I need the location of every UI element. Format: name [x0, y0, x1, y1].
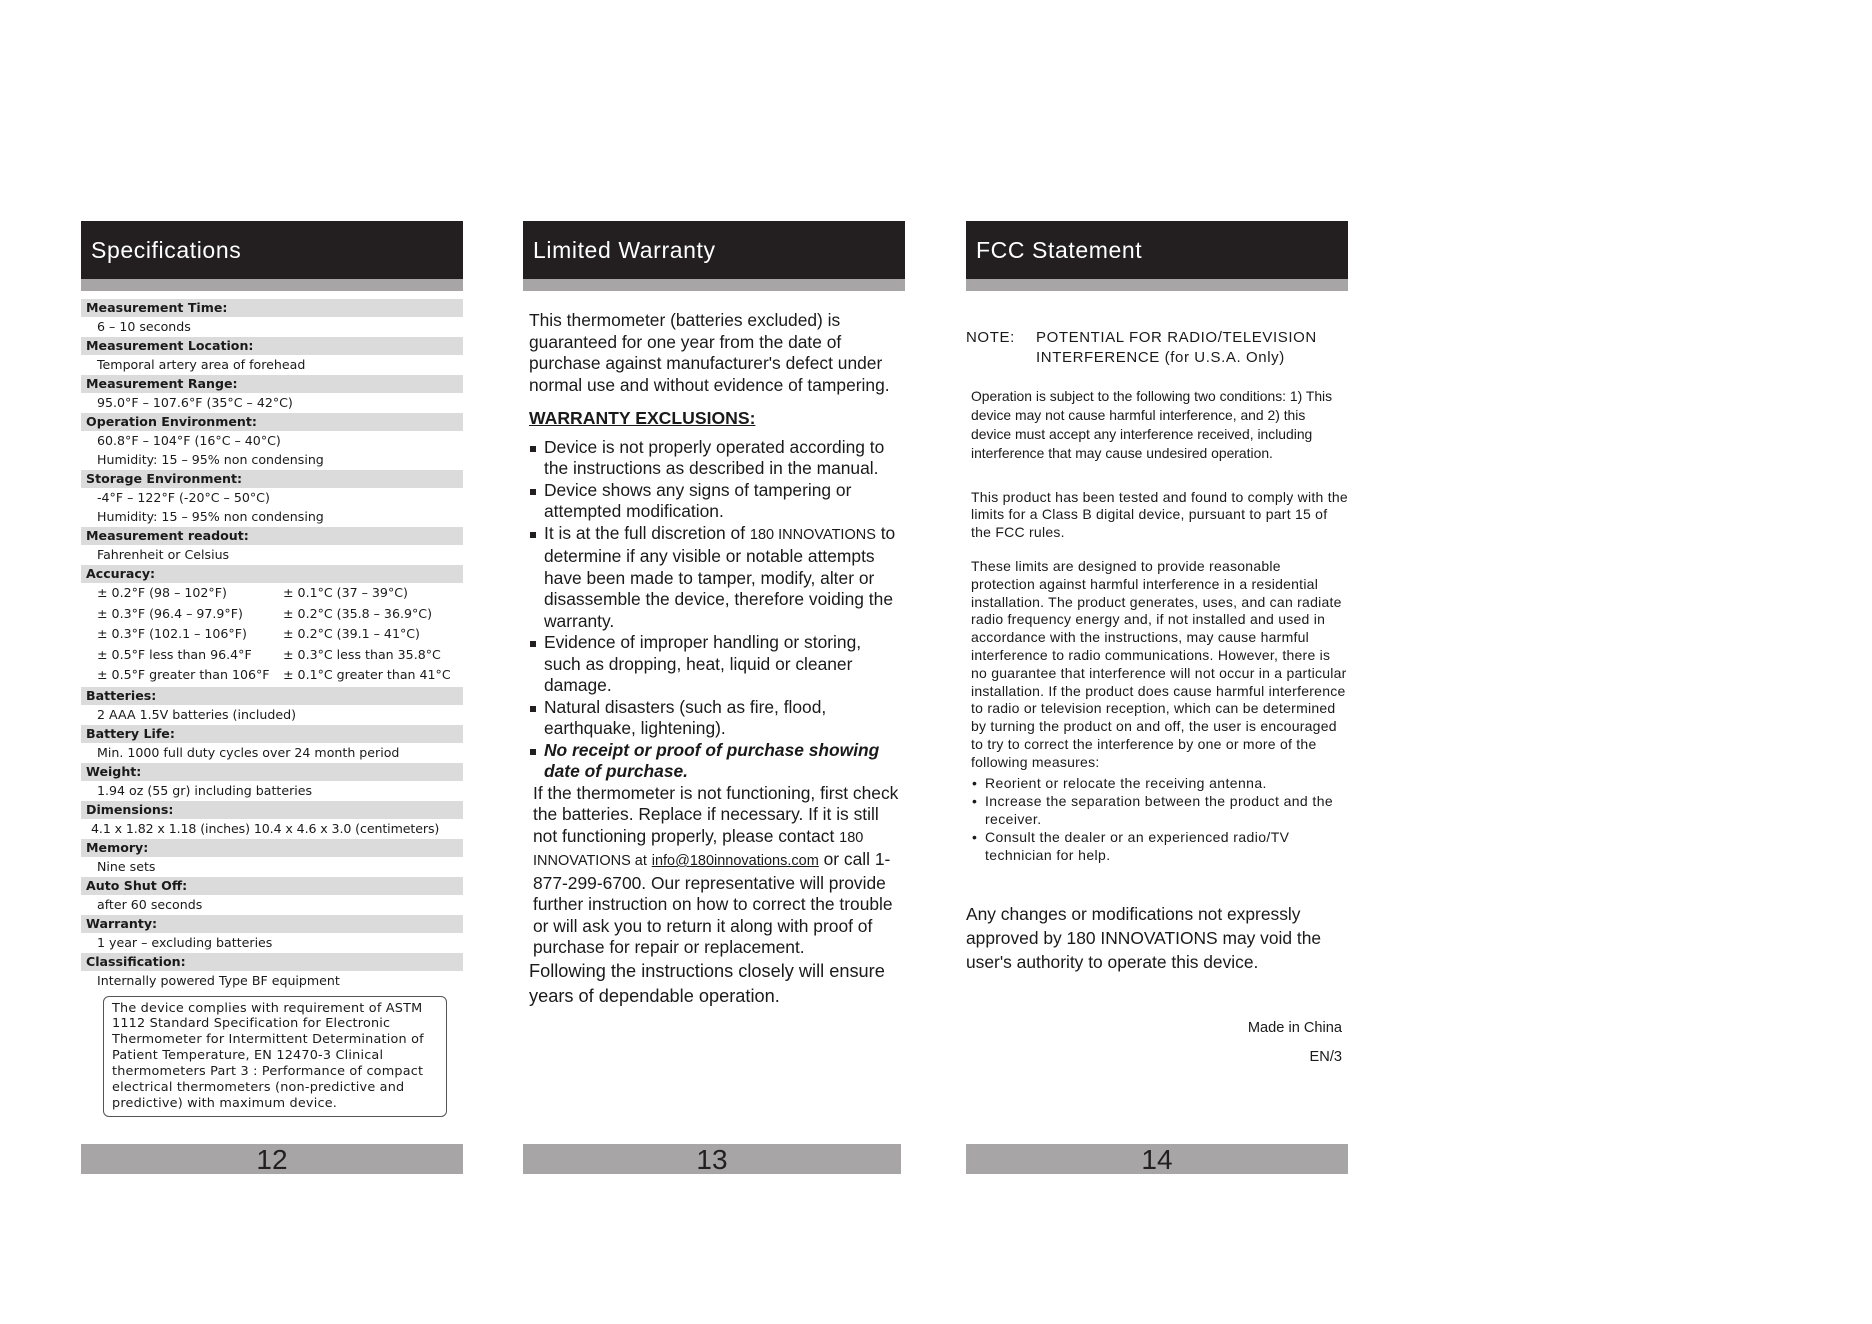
spec-item — [81, 763, 463, 800]
spec-label: Measurement Range: — [81, 375, 463, 393]
note-text — [1036, 328, 1317, 368]
spec-label: Weight: — [81, 763, 463, 781]
accuracy-row — [81, 583, 463, 604]
contact-paragraph — [529, 783, 899, 959]
made-in: Made in China — [1247, 1019, 1342, 1036]
accuracy-celsius: ± 0.2°C (39.1 – 41°C) — [283, 626, 420, 641]
spec-label: Auto Shut Off: — [81, 877, 463, 895]
spec-value: 6 – 10 seconds — [97, 319, 191, 334]
spec-label: Batteries: — [81, 687, 463, 705]
exclusion-text: It is at the full discretion of — [544, 522, 746, 543]
spec-item — [81, 839, 463, 876]
fcc-body — [966, 291, 1348, 1065]
warranty-intro: This thermometer (batteries excluded) is guaranteed for one year from the date of purchase against manufacturer's defect under normal use and without evidence of tampering. — [529, 310, 890, 395]
list-item: Device is not properly operated according to the instructions as described in the manual. — [529, 437, 899, 480]
document-code: EN/3 — [1309, 1048, 1342, 1065]
spec-value: Min. 1000 full duty cycles over 24 month period — [97, 744, 400, 760]
header-underline — [523, 279, 905, 291]
spec-item — [81, 687, 463, 724]
specifications-title: Specifications — [81, 221, 463, 279]
fcc-title: FCC Statement — [966, 221, 1348, 279]
contact-text: or call 1-877-299-6700. Our representative will provide further instruction on how to correct the trouble or will ask you to return it along with proof of purchase for repair or replacement. — [533, 849, 893, 957]
spec-item — [81, 801, 463, 838]
spec-label: Battery Life: — [81, 725, 463, 743]
note-label: NOTE: — [966, 329, 1015, 346]
header-underline — [966, 279, 1348, 291]
spec-item — [81, 470, 463, 526]
spec-item — [81, 527, 463, 564]
list-item: • Consult the dealer or an experienced radio/TV technician for help. — [971, 828, 1348, 864]
spec-item — [81, 375, 463, 412]
header-underline — [81, 279, 463, 291]
fcc-changes: Any changes or modifications not expressly approved by 180 INNOVATIONS may void the user's authority to operate this device. — [966, 903, 1322, 972]
email-link[interactable]: info@180innovations.com — [651, 853, 819, 869]
accuracy-row — [81, 604, 463, 625]
spec-value: Nine sets — [97, 858, 156, 874]
fcc-limits: These limits are designed to provide reasonable protection against harmful interference in a residential installation. The product generates, uses, and can radiate radio frequency energy and, if not installed and used in accordance with the instructions, may cause harmful interference to radio communications. However, there is no guarantee that interference will not occur in a particular installation. If the product does cause harmful interference to radio or television reception, which can be determined by turning the product on and off, the user is encouraged to try to correct the interference by one or more of the following measures: — [971, 558, 1347, 770]
fcc-tested: This product has been tested and found to comply with the limits for a Class B digital device, pursuant to part 15 of the FCC rules. — [971, 488, 1348, 541]
accuracy-celsius: ± 0.3°C less than 35.8°C — [283, 646, 441, 662]
fcc-note — [966, 328, 1348, 368]
accuracy-celsius: ± 0.1°C greater than 41°C — [283, 667, 451, 682]
spec-label: Measurement readout: — [81, 527, 463, 545]
spec-label: Storage Environment: — [81, 470, 463, 488]
spec-label: Memory: — [81, 839, 463, 857]
spec-label: Classification: — [81, 953, 463, 971]
spec-label: Operation Environment: — [81, 413, 463, 431]
exclusion-text: to determine if any visible or notable attempts have been made to tamper, modify, alter or disassemble the device, therefore voiding the warranty. — [544, 522, 896, 631]
exclusions-list — [529, 437, 899, 783]
note-line: POTENTIAL FOR RADIO/TELEVISION — [1036, 329, 1317, 346]
specifications-panel — [81, 221, 463, 1117]
exclusions-title: WARRANTY EXCLUSIONS: — [529, 408, 756, 428]
spec-value: 2 AAA 1.5V batteries (included) — [97, 706, 296, 722]
spec-item — [81, 337, 463, 374]
list-item: • Increase the separation between the product and the receiver. — [971, 792, 1348, 828]
accuracy-fahrenheit: ± 0.3°F (96.4 – 97.9°F) — [97, 605, 243, 621]
spec-value: 95.0°F – 107.6°F (35°C – 42°C) — [97, 395, 293, 410]
spec-item — [81, 915, 463, 952]
contact-text: If the thermometer is not functioning, first check the batteries. Replace if necessary. If it is still not functioning properly, please contact — [533, 782, 899, 846]
brand-name: 180 INNOVATIONS at — [533, 829, 864, 869]
brand-name: 180 INNOVATIONS — [749, 526, 876, 543]
page-number: 13 — [523, 1144, 901, 1174]
accuracy-row — [81, 665, 463, 686]
page-number: 14 — [966, 1144, 1348, 1174]
list-item: Evidence of improper handling or storing, such as dropping, heat, liquid or cleaner damage. — [529, 632, 899, 697]
list-item: No receipt or proof of purchase showing date of purchase. — [529, 740, 899, 783]
spec-item — [81, 725, 463, 762]
measures-list — [966, 774, 1348, 864]
list-item: • Reorient or relocate the receiving antenna. — [971, 774, 1348, 792]
accuracy-fahrenheit: ± 0.5°F less than 96.4°F — [97, 646, 252, 662]
accuracy-fahrenheit: ± 0.2°F (98 – 102°F) — [97, 585, 227, 600]
spec-list — [81, 299, 463, 1117]
spec-value: Humidity: 15 – 95% non condensing — [97, 452, 324, 467]
spec-value: -4°F – 122°F (-20°C – 50°C) — [97, 490, 270, 505]
spec-value: 1.94 oz (55 gr) including batteries — [97, 782, 313, 798]
spec-value: 4.1 x 1.82 x 1.18 (inches) 10.4 x 4.6 x 3.0 (centimeters) — [91, 820, 440, 836]
accuracy-row — [81, 624, 463, 645]
spec-value: Temporal artery area of forehead — [97, 357, 306, 372]
spec-value: Humidity: 15 – 95% non condensing — [97, 509, 324, 524]
list-item: Device shows any signs of tampering or attempted modification. — [529, 480, 899, 523]
list-item — [529, 523, 899, 633]
spec-item — [81, 953, 463, 990]
closing-note: Following the instructions closely will ensure years of dependable operation. — [529, 960, 885, 1006]
spec-label: Measurement Location: — [81, 337, 463, 355]
accuracy-celsius: ± 0.1°C (37 – 39°C) — [283, 585, 408, 600]
spec-item-accuracy — [81, 565, 463, 686]
warranty-title: Limited Warranty — [523, 221, 905, 279]
fcc-conditions: Operation is subject to the following two conditions: 1) This device may not cause harmful interference, and 2) this device must accept any interference received, including interference that may cause undesired operation. — [971, 388, 1333, 461]
spec-value: 1 year – excluding batteries — [97, 934, 273, 950]
accuracy-celsius: ± 0.2°C (35.8 – 36.9°C) — [283, 605, 432, 621]
spec-item — [81, 299, 463, 336]
spec-label: Measurement Time: — [81, 299, 463, 317]
spec-value: Fahrenheit or Celsius — [97, 547, 230, 562]
compliance-box: The device complies with requirement of ASTM 1112 Standard Specification for Electronic Thermometer for Intermittent Determination of Patient Temperature, EN 12470-3 Clinical thermometers Part 3 : Performance of compact electrical thermometers (non-predictive and predictive) with maximum device. — [103, 996, 447, 1117]
fcc-panel — [966, 221, 1348, 1065]
accuracy-row — [81, 645, 463, 666]
warranty-body — [523, 291, 905, 1009]
spec-item — [81, 877, 463, 914]
spec-value: 60.8°F – 104°F (16°C – 40°C) — [97, 433, 281, 448]
warranty-panel — [523, 221, 905, 1009]
spec-value: Internally powered Type BF equipment — [97, 972, 340, 988]
accuracy-fahrenheit: ± 0.5°F greater than 106°F — [97, 667, 270, 682]
spec-value: after 60 seconds — [97, 896, 203, 912]
spec-label: Dimensions: — [81, 801, 463, 819]
spec-label: Accuracy: — [81, 565, 463, 583]
page-number: 12 — [81, 1144, 463, 1174]
spec-item — [81, 413, 463, 469]
accuracy-fahrenheit: ± 0.3°F (102.1 – 106°F) — [97, 626, 247, 641]
note-line: INTERFERENCE (for U.S.A. Only) — [1036, 349, 1285, 366]
spec-label: Warranty: — [81, 915, 463, 933]
list-item: Natural disasters (such as fire, flood, earthquake, lightening). — [529, 697, 899, 740]
